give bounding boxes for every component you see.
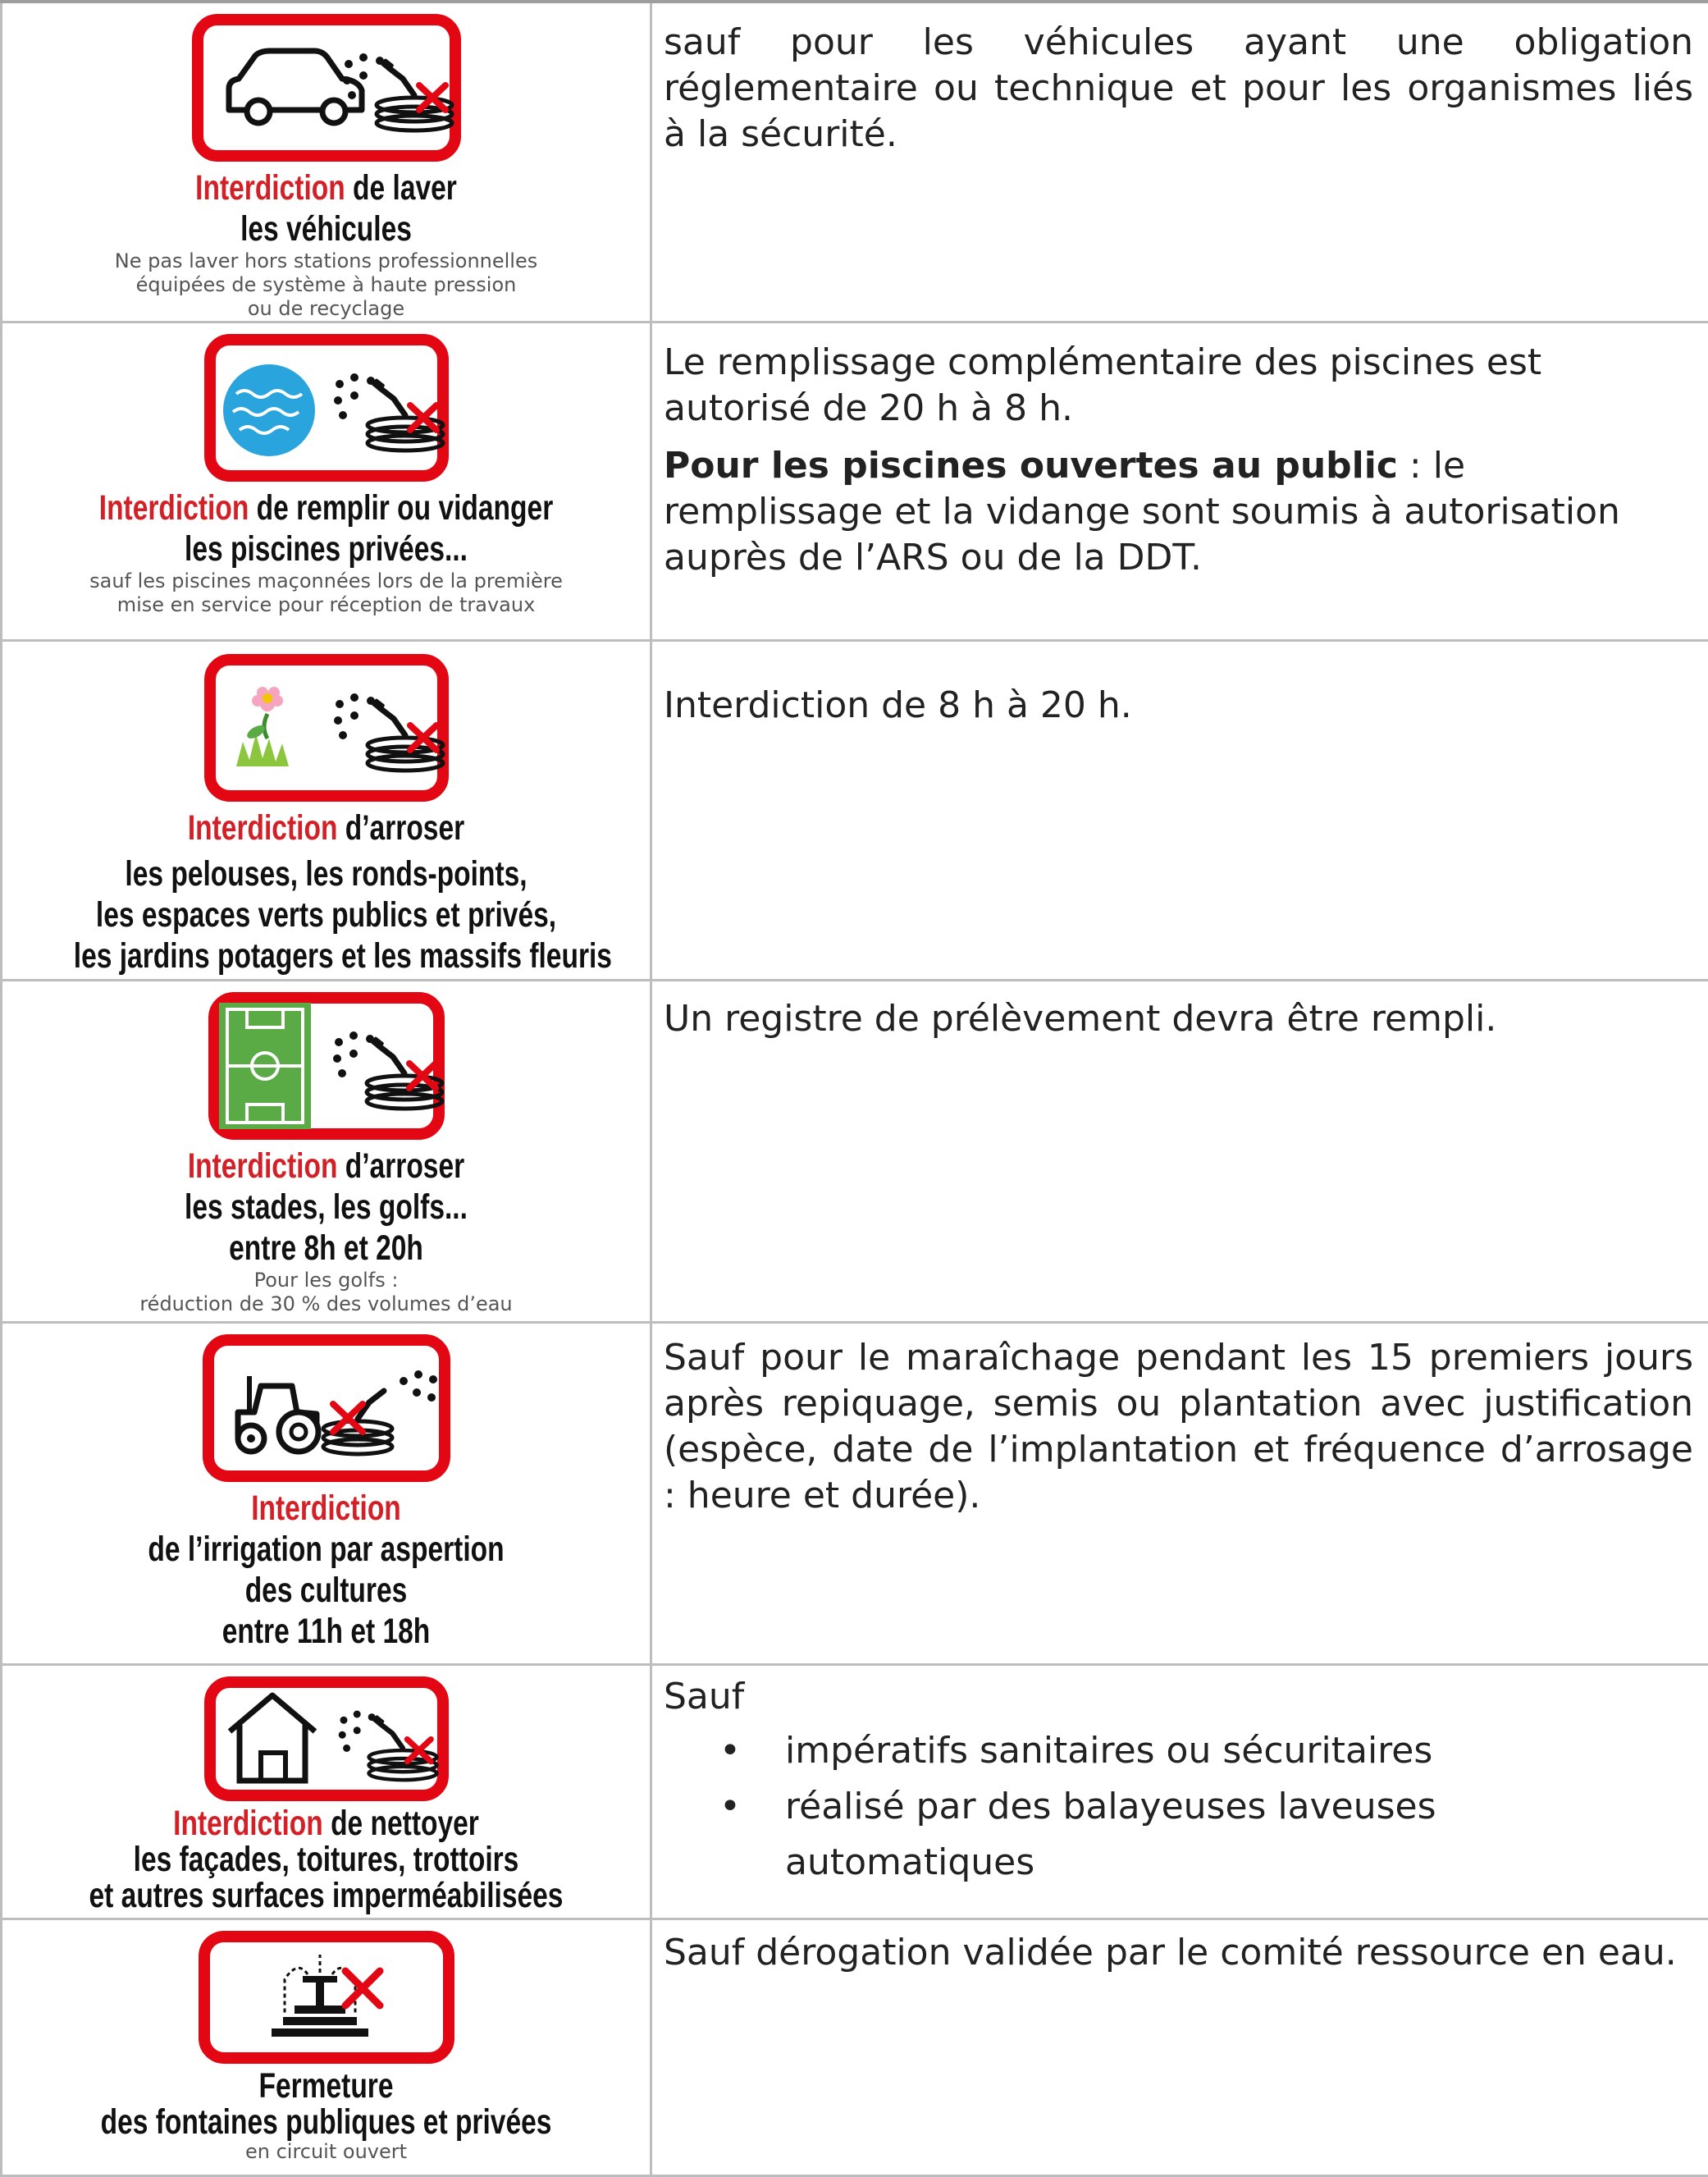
table-row (2, 981, 1708, 1323)
garden-watering-prohibited-icon (203, 653, 450, 803)
description-text: Sauf pour le maraîchage pendant les 15 premiers jours après repiquage, semis ou plantation avec justification (espèce, date de l’implantation et fréquence d’arrosage : heure et durée). (664, 1335, 1693, 1519)
caption-line: entre 8h et 20h (74, 1228, 578, 1269)
caption-line: les façades, toitures, trottoirs (74, 1841, 578, 1877)
caption-line: des fontaines publiques et privées (74, 2104, 578, 2140)
description-cell (651, 1665, 1708, 1919)
caption-rest: Fermeture (74, 2068, 578, 2104)
crop-irrigation-prohibited-icon (202, 1333, 451, 1483)
pictogram-cell (2, 1323, 651, 1665)
caption-line: les piscines privées... (74, 528, 578, 569)
caption-line: les stades, les golfs... (74, 1187, 578, 1228)
pictogram-cell (2, 641, 651, 981)
caption-red: Interdiction (188, 808, 338, 848)
caption-note: Pour les golfs : (2, 1269, 650, 1292)
description-cell (651, 2, 1708, 322)
caption-red: Interdiction (173, 1804, 323, 1843)
pictogram-cell (2, 322, 651, 641)
caption-line: entre 11h et 18h (74, 1611, 578, 1652)
list-item-text: impératifs sanitaires ou sécuritaires (785, 1730, 1432, 1772)
caption-note: équipées de système à haute pression (2, 273, 650, 297)
description-cell (651, 322, 1708, 641)
description-cell (651, 1323, 1708, 1665)
caption-red: Interdiction (195, 168, 345, 208)
caption-note: mise en service pour réception de travaux (2, 593, 650, 617)
description-text: Un registre de prélèvement devra être rempli. (664, 996, 1693, 1042)
pictogram-cell (2, 1665, 651, 1919)
car-wash-prohibited-icon (191, 13, 462, 162)
pictogram-cell (2, 1919, 651, 2176)
description-cell (651, 981, 1708, 1323)
fountain-closed-icon (198, 1930, 455, 2065)
description-text: Interdiction de 8 h à 20 h. (664, 683, 1693, 729)
bullet-icon: • (719, 1723, 741, 1779)
table-row (2, 1919, 1708, 2176)
pictogram-cell (2, 2, 651, 322)
table-row (2, 1665, 1708, 1919)
exception-list (664, 1723, 1693, 1891)
description-text: Sauf (664, 1674, 1693, 1720)
list-item (664, 1723, 1693, 1779)
caption-rest: de remplir ou vidanger (249, 488, 553, 528)
caption-note: réduction de 30 % des volumes d’eau (2, 1292, 650, 1316)
list-item (664, 1779, 1693, 1891)
caption-red: Interdiction (188, 1146, 338, 1186)
caption-note: Ne pas laver hors stations professionnelles (2, 249, 650, 273)
table-row (2, 1323, 1708, 1665)
description-bold: Pour les piscines ouvertes au public (664, 445, 1398, 487)
stadium-watering-prohibited-icon (208, 991, 445, 1141)
caption-line: les pelouses, les ronds-points, (74, 853, 578, 894)
pictogram-cell (2, 981, 651, 1323)
caption-rest: d’arroser (337, 808, 464, 848)
list-item-text: réalisé par des balayeuses laveuses automatiques (785, 1786, 1436, 1883)
caption-line: des cultures (74, 1570, 578, 1611)
table-row (2, 322, 1708, 641)
caption-line: les jardins potagers et les massifs fleuris (74, 935, 578, 976)
caption-line: les véhicules (74, 208, 578, 249)
caption-line: de l’irrigation par aspertion (74, 1529, 578, 1570)
description-after-bold: : le remplissage et la vidange sont soumis à autorisation auprès de l’ARS ou de la DDT. (664, 445, 1620, 579)
caption-note: ou de recyclage (2, 297, 650, 321)
caption-rest: de nettoyer (323, 1804, 479, 1843)
bullet-icon: • (719, 1779, 741, 1835)
description-text: sauf pour les véhicules ayant une obligation réglementaire ou technique et pour les organismes liés à la sécurité. (664, 20, 1693, 158)
caption-red: Interdiction (74, 1488, 578, 1529)
caption-line: les espaces verts publics et privés, (74, 894, 578, 935)
caption-red: Interdiction (99, 488, 249, 528)
caption-note: sauf les piscines maçonnées lors de la première (2, 569, 650, 593)
facade-cleaning-prohibited-icon (203, 1676, 450, 1802)
table-row (2, 641, 1708, 981)
caption-line: et autres surfaces imperméabilisées (74, 1877, 578, 1914)
description-text-2 (664, 443, 1693, 581)
description-cell (651, 1919, 1708, 2176)
caption-rest: de laver (345, 168, 457, 208)
description-text: Le remplissage complémentaire des piscines est autorisé de 20 h à 8 h. (664, 340, 1693, 432)
caption-rest: d’arroser (337, 1146, 464, 1186)
table-row (2, 2, 1708, 322)
description-cell (651, 641, 1708, 981)
caption-note: en circuit ouvert (2, 2140, 650, 2164)
pool-prohibited-icon (203, 333, 450, 483)
description-text: Sauf dérogation validée par le comité ressource en eau. (664, 1930, 1693, 1976)
